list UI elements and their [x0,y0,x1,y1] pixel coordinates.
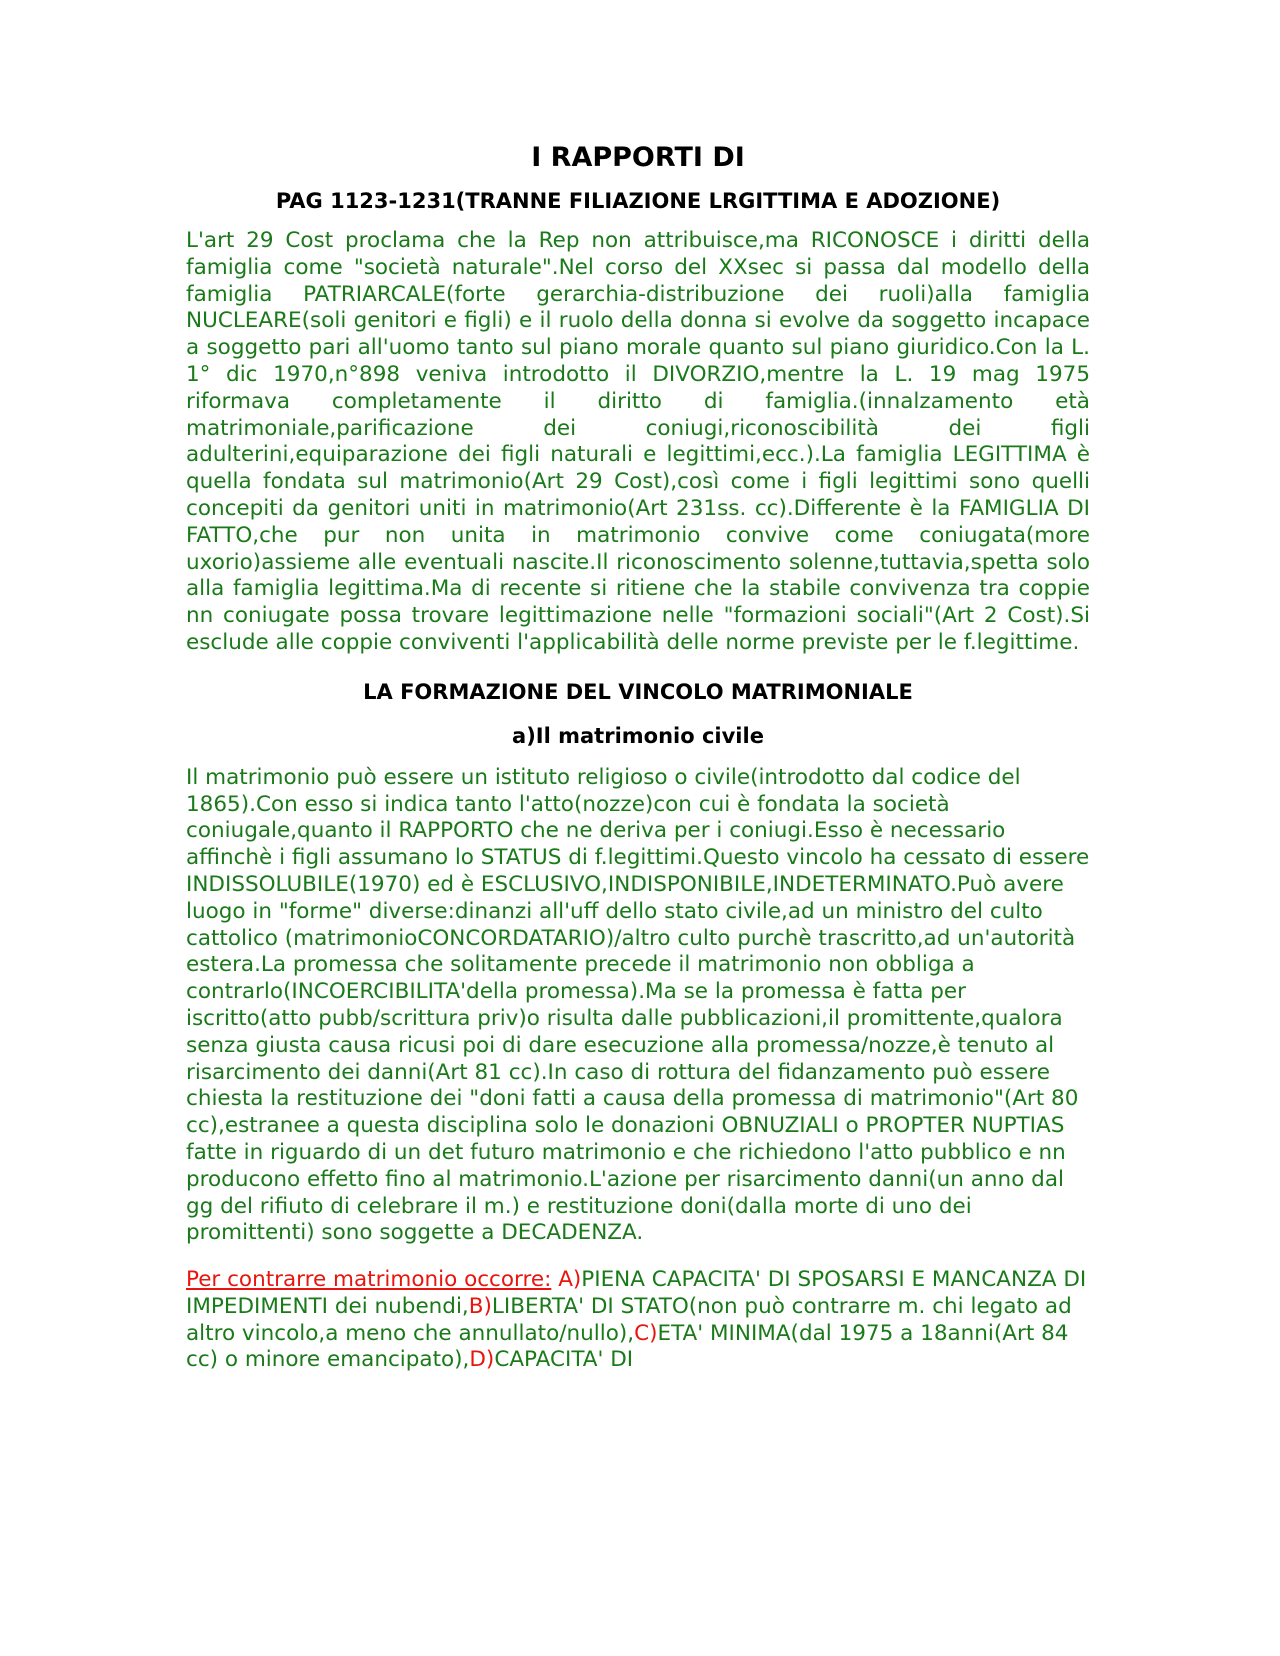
document-title: I RAPPORTI DI [531,142,745,173]
requirements-paragraph [186,1267,1090,1374]
document-subtitle: PAG 1123-1231(TRANNE FILIAZIONE LRGITTIMA E ADOZIONE) [275,189,1001,213]
requirement-a-marker: A) [558,1267,582,1293]
requirement-c-marker: C) [634,1320,658,1346]
section-heading: LA FORMAZIONE DEL VINCOLO MATRIMONIALE [363,679,913,704]
requirement-d-marker: D) [469,1347,495,1373]
requirement-c-text: ETA' MINIMA(dal 1975 a 18anni(Art 84 cc) o minore emancipato), [186,1320,1069,1373]
civil-marriage-paragraph: Il matrimonio può essere un istituto religioso o civile(introdotto dal codice del 1865).Con esso si indica tanto l'atto(nozze)con cui è fondata la società coniugale,quanto il RAPPORTO che ne deriva per i coniugi.Esso è necessario affinchè i figli assumano lo STATUS di f.legittimi.Questo vincolo ha cessato di essere INDISSOLUBILE(1970) ed è ESCLUSIVO,INDISPONIBILE,INDETERMINATO.Può avere luogo in "forme" diverse:dinanzi all'uff dello stato civile,ad un ministro del culto cattolico (matrimonioCONCORDATARIO)/altro culto purchè trascritto,ad un'autorità estera.La promessa che solitamente precede il matrimonio non obbliga a contrarlo(INCOERCIBILITA'della promessa).Ma se la promessa è fatta per iscritto(atto pubb/scrittura priv)o risulta dalle pubblicazioni,il promittente,qualora senza giusta causa ricusi poi di dare esecuzione alla promessa/nozze,è tenuto al risarcimento dei danni(Art 81 cc).In caso di rottura del fidanzamento può essere chiesta la restituzione dei "doni fatti a causa della promessa di matrimonio"(Art 80 cc),estranee a questa disciplina solo le donazioni OBNUZIALI o PROPTER NUPTIAS fatte in riguardo di un det futuro matrimonio e che richiedono l'atto pubblico e nn producono effetto fino al matrimonio.L'azione per risarcimento danni(un anno dal gg del rifiuto di celebrare il m.) e restituzione doni(dalla morte di uno dei promittenti) sono soggette a DECADENZA. [186,764,1090,1246]
requirement-a-text: PIENA CAPACITA' DI SPOSARSI E MANCANZA DI IMPEDIMENTI dei nubendi, [186,1267,1087,1319]
requirement-d-text: CAPACITA' DI [494,1347,634,1373]
requirement-b-marker: B) [468,1293,492,1319]
document-page [186,140,1090,1394]
requirement-b-text: LIBERTA' DI STATO(non può contrarre m. chi legato ad altro vincolo,a meno che annullato/nullo), [186,1293,1072,1346]
intro-paragraph: L'art 29 Cost proclama che la Rep non attribuisce,ma RICONOSCE i diritti della famiglia come "società naturale".Nel corso del XXsec si passa dal modello della famiglia PATRIARCALE(forte gerarchia-distribuzione dei ruoli)alla famiglia NUCLEARE(soli genitori e figli) e il ruolo della donna si evolve da soggetto incapace a soggetto pari all'uomo tanto sul piano morale quanto sul piano giuridico.Con la L. 1° dic 1970,n°898 veniva introdotto il DIVORZIO,mentre la L. 19 mag 1975 riformava completamente il diritto di famiglia.(innalzamento età matrimoniale,parificazione dei coniugi,riconoscibilità dei figli adulterini,equiparazione dei figli naturali e legittimi,ecc.).La famiglia LEGITTIMA è quella fondata sul matrimonio(Art 29 Cost),così come i figli legittimi sono quelli concepiti da genitori uniti in matrimonio(Art 231ss. cc).Differente è la FAMIGLIA DI FATTO,che pur non unita in matrimonio convive come coniugata(more uxorio)assieme alle eventuali nascite.Il riconoscimento solenne,tuttavia,spetta solo alla famiglia legittima.Ma di recente si ritiene che la stabile convivenza tra coppie nn coniugate possa trovare legittimazione nelle "formazioni sociali"(Art 2 Cost).Si esclude alle coppie conviventi l'applicabilità delle norme previste per le f.legittime. [186,228,1090,655]
subsection-heading: a)Il matrimonio civile [512,723,764,748]
requirements-lead: Per contrarre matrimonio occorre: [186,1267,552,1293]
